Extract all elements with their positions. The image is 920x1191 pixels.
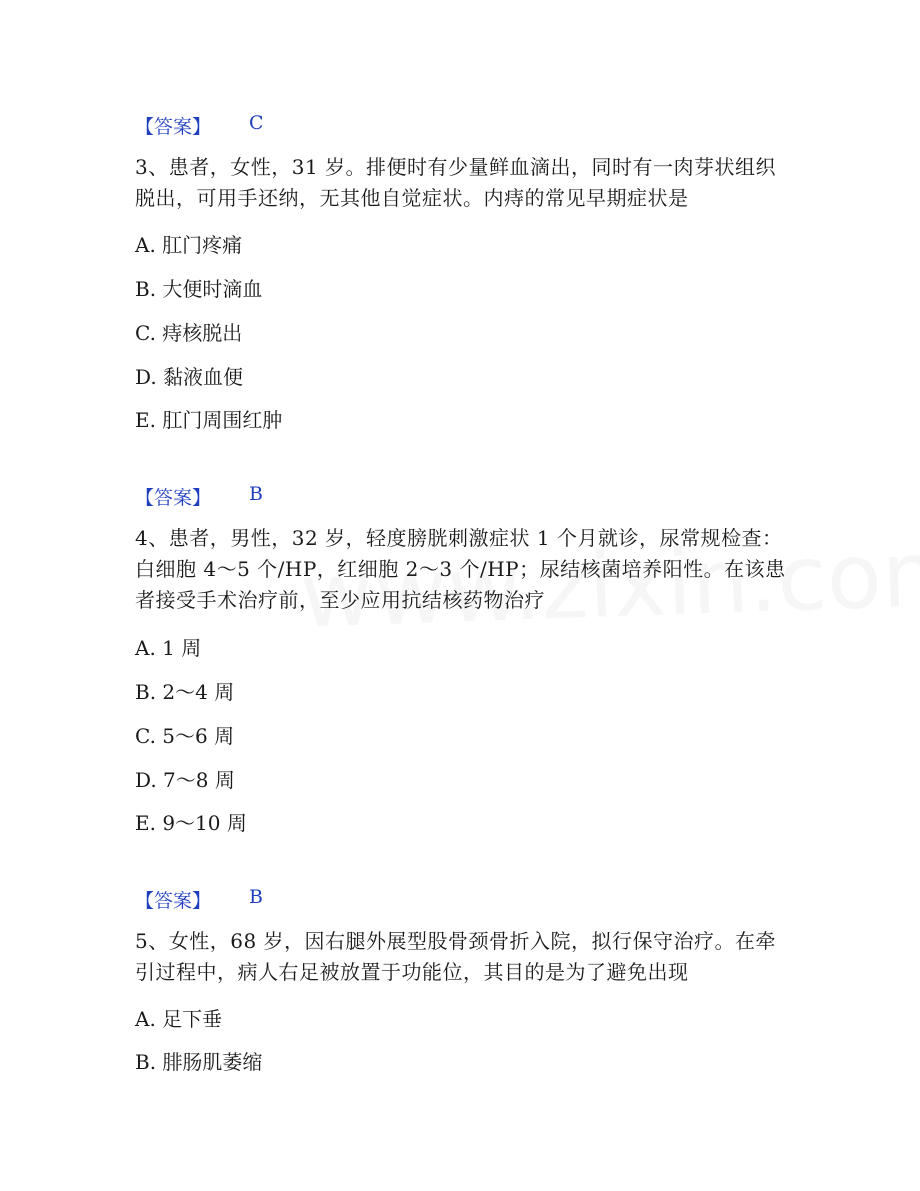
option-b: B. 2～4 周 bbox=[135, 680, 235, 704]
question-text: 4、患者，男性，32 岁，轻度膀胱刺激症状 1 个月就诊，尿常规检查：白细胞 4～5 个/HP，红细胞 2～3 个/HP；尿结核菌培养阳性。在该患者接受手术治疗前，至少应用抗结核药物治疗 bbox=[135, 526, 786, 612]
answer-line bbox=[135, 112, 264, 139]
option-a: A. 1 周 bbox=[135, 636, 202, 660]
answer-label: 【答案】 bbox=[135, 116, 212, 138]
option-a: A. 足下垂 bbox=[135, 1007, 223, 1031]
answer-line bbox=[135, 886, 263, 913]
answer-label: 【答案】 bbox=[135, 487, 212, 509]
option-e: E. 肛门周围红肿 bbox=[135, 408, 283, 432]
option-d: D. 7～8 周 bbox=[135, 768, 235, 792]
option-b: B. 大便时滴血 bbox=[135, 277, 263, 301]
answer-label: 【答案】 bbox=[135, 890, 212, 912]
answer-value: C bbox=[249, 112, 264, 134]
option-d: D. 黏液血便 bbox=[135, 365, 244, 389]
answer-value: B bbox=[249, 483, 263, 505]
question-text: 5、女性，68 岁，因右腿外展型股骨颈骨折入院，拟行保守治疗。在牵引过程中，病人右足被放置于功能位，其目的是为了避免出现 bbox=[135, 929, 777, 984]
option-e: E. 9～10 周 bbox=[135, 811, 247, 835]
question-text: 3、患者，女性，31 岁。排便时有少量鲜血滴出，同时有一肉芽状组织脱出，可用手还纳，无其他自觉症状。内痔的常见早期症状是 bbox=[135, 155, 777, 210]
option-a: A. 肛门疼痛 bbox=[135, 233, 243, 257]
answer-line bbox=[135, 483, 263, 510]
option-c: C. 5～6 周 bbox=[135, 724, 235, 748]
option-b: B. 腓肠肌萎缩 bbox=[135, 1050, 263, 1074]
answer-value: B bbox=[249, 886, 263, 908]
option-c: C. 痔核脱出 bbox=[135, 321, 243, 345]
